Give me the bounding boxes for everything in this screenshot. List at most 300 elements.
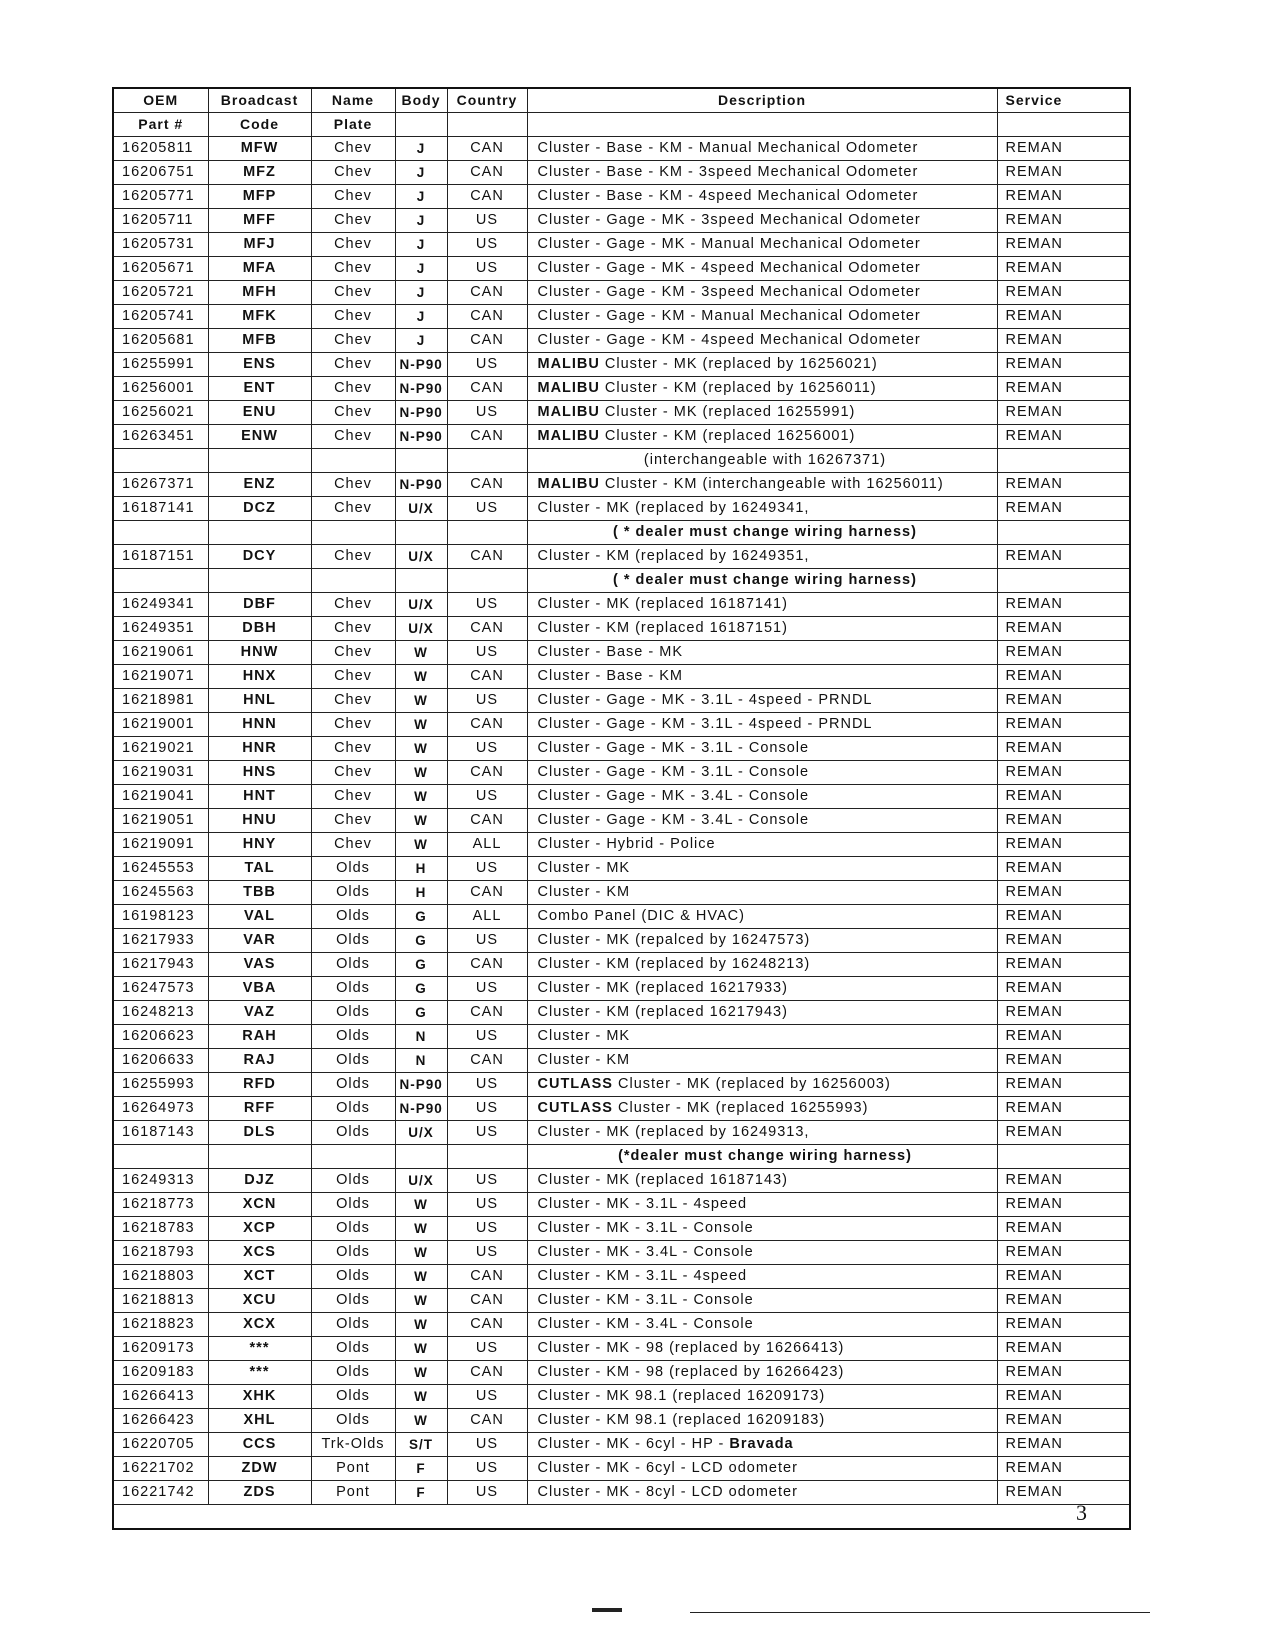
description-text: Cluster - KM - 98 (replaced by 16266423): [537, 1364, 845, 1380]
cell-broadcast-code: MFW: [208, 137, 311, 161]
cell-name-plate: Olds: [311, 1121, 395, 1145]
cell-name-plate: [311, 1145, 395, 1169]
table-row: [114, 1289, 1129, 1313]
cell-service: REMAN: [997, 1193, 1129, 1217]
cell-broadcast-code: XCP: [208, 1217, 311, 1241]
table-row: [114, 1025, 1129, 1049]
cell-service: [997, 1145, 1129, 1169]
cell-description: [527, 329, 997, 353]
cell-broadcast-code: VAS: [208, 953, 311, 977]
cell-name-plate: Chev: [311, 137, 395, 161]
cell-broadcast-code: ZDS: [208, 1481, 311, 1505]
table-row: [114, 1337, 1129, 1361]
cell-body: G: [395, 929, 447, 953]
cell-oem-part: 16255993: [114, 1073, 208, 1097]
cell-name-plate: Chev: [311, 401, 395, 425]
model-name: MALIBU: [537, 404, 600, 420]
description-text: Cluster - MK (repalced by 16247573): [537, 932, 811, 948]
cell-name-plate: Chev: [311, 833, 395, 857]
cell-service: REMAN: [997, 1481, 1129, 1505]
header-row-1: [114, 89, 1129, 113]
description-text: Cluster - MK - 3.1L - 4speed: [537, 1196, 748, 1212]
model-name: MALIBU: [537, 476, 600, 492]
cell-country: US: [447, 1433, 527, 1457]
cell-broadcast-code: DCZ: [208, 497, 311, 521]
cell-country: CAN: [447, 185, 527, 209]
cell-name-plate: Olds: [311, 1001, 395, 1025]
cell-oem-part: 16218823: [114, 1313, 208, 1337]
table-row: [114, 593, 1129, 617]
table-row: [114, 1361, 1129, 1385]
cell-name-plate: Chev: [311, 305, 395, 329]
cell-broadcast-code: ZDW: [208, 1457, 311, 1481]
table-row: [114, 209, 1129, 233]
description-text: Cluster - Base - KM: [537, 668, 683, 684]
cell-broadcast-code: RFF: [208, 1097, 311, 1121]
cell-country: CAN: [447, 713, 527, 737]
cell-broadcast-code: HNL: [208, 689, 311, 713]
cell-name-plate: Chev: [311, 785, 395, 809]
cell-oem-part: 16247573: [114, 977, 208, 1001]
table-row: [114, 473, 1129, 497]
cell-name-plate: Chev: [311, 593, 395, 617]
cell-oem-part: 16205731: [114, 233, 208, 257]
description-text: Cluster - MK - 8cyl - LCD odometer: [537, 1484, 798, 1500]
cell-country: CAN: [447, 809, 527, 833]
cell-name-plate: Chev: [311, 665, 395, 689]
description-text: Cluster - MK 98.1 (replaced 16209173): [537, 1388, 826, 1404]
description-text: Cluster - Base - KM - 4speed Mechanical Odometer: [537, 188, 919, 204]
cell-name-plate: Pont: [311, 1481, 395, 1505]
model-name: MALIBU: [537, 356, 600, 372]
cell-service: REMAN: [997, 377, 1129, 401]
cell-oem-part: 16187151: [114, 545, 208, 569]
cell-description: [527, 305, 997, 329]
cell-body: N-P90: [395, 377, 447, 401]
table-row: [114, 137, 1129, 161]
cell-description: [527, 353, 997, 377]
cell-body: U/X: [395, 497, 447, 521]
cell-country: US: [447, 641, 527, 665]
cell-broadcast-code: VBA: [208, 977, 311, 1001]
cell-body: N: [395, 1049, 447, 1073]
cell-service: REMAN: [997, 1289, 1129, 1313]
table-row: [114, 1313, 1129, 1337]
model-name: MALIBU: [537, 428, 600, 444]
cell-service: REMAN: [997, 353, 1129, 377]
cell-body: W: [395, 1409, 447, 1433]
cell-oem-part: 16205721: [114, 281, 208, 305]
cell-body: F: [395, 1481, 447, 1505]
header-row-2: [114, 113, 1129, 137]
cell-oem-part: 16218803: [114, 1265, 208, 1289]
cell-country: US: [447, 977, 527, 1001]
header-name: Name: [311, 89, 395, 113]
cell-body: W: [395, 641, 447, 665]
cell-country: ALL: [447, 905, 527, 929]
cell-service: REMAN: [997, 1217, 1129, 1241]
table-row: [114, 1217, 1129, 1241]
cell-name-plate: Olds: [311, 1313, 395, 1337]
description-text: Cluster - KM - 3.1L - Console: [537, 1292, 754, 1308]
cell-body: J: [395, 281, 447, 305]
cell-name-plate: Chev: [311, 617, 395, 641]
table-row: [114, 377, 1129, 401]
cell-oem-part: 16219031: [114, 761, 208, 785]
cell-name-plate: Olds: [311, 881, 395, 905]
cell-name-plate: Olds: [311, 905, 395, 929]
cell-name-plate: Olds: [311, 953, 395, 977]
cell-description: [527, 593, 997, 617]
description-text: Cluster - MK (replaced by 16256021): [604, 356, 878, 372]
table-row: [114, 785, 1129, 809]
description-text: Cluster - Gage - MK - 4speed Mechanical Odometer: [537, 260, 921, 276]
description-text: ( * dealer must change wiring harness): [613, 524, 917, 540]
cell-description: [527, 785, 997, 809]
table-row: [114, 305, 1129, 329]
description-text: Cluster - Gage - KM - 3.4L - Console: [537, 812, 810, 828]
cell-broadcast-code: DBF: [208, 593, 311, 617]
cell-body: G: [395, 1001, 447, 1025]
table-row: [114, 857, 1129, 881]
cell-body: J: [395, 233, 447, 257]
cell-oem-part: 16219061: [114, 641, 208, 665]
cell-oem-part: 16205741: [114, 305, 208, 329]
cell-broadcast-code: HNN: [208, 713, 311, 737]
description-text: Cluster - Base - KM - 3speed Mechanical Odometer: [537, 164, 919, 180]
cell-country: US: [447, 857, 527, 881]
table-row: [114, 1097, 1129, 1121]
cell-body: J: [395, 161, 447, 185]
cell-service: REMAN: [997, 881, 1129, 905]
cell-oem-part: 16219001: [114, 713, 208, 737]
cell-country: CAN: [447, 1313, 527, 1337]
description-text: Cluster - MK - 6cyl - LCD odometer: [537, 1460, 798, 1476]
cell-service: REMAN: [997, 665, 1129, 689]
description-text: Cluster - KM 98.1 (replaced 16209183): [537, 1412, 826, 1428]
table-row: [114, 617, 1129, 641]
cell-broadcast-code: MFA: [208, 257, 311, 281]
table-row: [114, 569, 1129, 593]
cell-broadcast-code: MFZ: [208, 161, 311, 185]
cell-oem-part: 16266423: [114, 1409, 208, 1433]
cell-broadcast-code: TAL: [208, 857, 311, 881]
cell-service: REMAN: [997, 401, 1129, 425]
cell-body: W: [395, 1217, 447, 1241]
cell-oem-part: 16221702: [114, 1457, 208, 1481]
description-text: Cluster - Gage - MK - 3.1L - Console: [537, 740, 810, 756]
cell-service: REMAN: [997, 761, 1129, 785]
cell-oem-part: 16267371: [114, 473, 208, 497]
cell-description: [527, 833, 997, 857]
cell-oem-part: 16219091: [114, 833, 208, 857]
cell-country: ALL: [447, 833, 527, 857]
cell-country: US: [447, 1073, 527, 1097]
cell-broadcast-code: XCX: [208, 1313, 311, 1337]
cell-body: H: [395, 857, 447, 881]
cell-body: F: [395, 1457, 447, 1481]
cell-service: REMAN: [997, 593, 1129, 617]
cell-name-plate: Chev: [311, 257, 395, 281]
table-row: [114, 1073, 1129, 1097]
cell-broadcast-code: HNY: [208, 833, 311, 857]
cell-country: CAN: [447, 953, 527, 977]
cell-service: REMAN: [997, 617, 1129, 641]
cell-broadcast-code: MFB: [208, 329, 311, 353]
cell-description: [527, 401, 997, 425]
cell-service: REMAN: [997, 233, 1129, 257]
cell-service: REMAN: [997, 713, 1129, 737]
cell-service: [997, 569, 1129, 593]
cell-body: J: [395, 209, 447, 233]
cell-broadcast-code: DLS: [208, 1121, 311, 1145]
cell-description: [527, 953, 997, 977]
cell-description: [527, 1289, 997, 1313]
cell-body: W: [395, 689, 447, 713]
cell-oem-part: 16206751: [114, 161, 208, 185]
description-text: Cluster - MK (replaced 16187143): [537, 1172, 788, 1188]
cell-oem-part: [114, 521, 208, 545]
cell-broadcast-code: XCU: [208, 1289, 311, 1313]
cell-country: US: [447, 1481, 527, 1505]
cell-description: [527, 1361, 997, 1385]
cell-broadcast-code: DBH: [208, 617, 311, 641]
table-row: [114, 953, 1129, 977]
cell-name-plate: Olds: [311, 1361, 395, 1385]
cell-body: W: [395, 713, 447, 737]
header-oem-sub: Part #: [114, 113, 208, 137]
description-text: Cluster - Hybrid - Police: [537, 836, 716, 852]
table-row: [114, 497, 1129, 521]
cell-service: REMAN: [997, 1361, 1129, 1385]
cell-country: CAN: [447, 1265, 527, 1289]
cell-description: [527, 569, 997, 593]
cell-description: [527, 1481, 997, 1505]
cell-broadcast-code: XHK: [208, 1385, 311, 1409]
cell-description: [527, 1433, 997, 1457]
cell-broadcast-code: VAR: [208, 929, 311, 953]
cell-oem-part: 16218981: [114, 689, 208, 713]
cell-description: [527, 881, 997, 905]
cell-broadcast-code: DCY: [208, 545, 311, 569]
cell-broadcast-code: DJZ: [208, 1169, 311, 1193]
cell-broadcast-code: [208, 449, 311, 473]
description-text: Cluster - KM (replaced by 16249351,: [537, 548, 810, 564]
cell-country: US: [447, 1169, 527, 1193]
cell-country: [447, 449, 527, 473]
description-text: Cluster - MK - 3.4L - Console: [537, 1244, 754, 1260]
cell-description: [527, 761, 997, 785]
cell-body: U/X: [395, 1121, 447, 1145]
cell-service: REMAN: [997, 497, 1129, 521]
description-text: Cluster - KM: [537, 884, 631, 900]
cell-name-plate: Pont: [311, 1457, 395, 1481]
cell-body: W: [395, 1337, 447, 1361]
cell-description: [527, 425, 997, 449]
cell-description: [527, 1265, 997, 1289]
description-text: Cluster - MK: [537, 860, 631, 876]
cell-country: CAN: [447, 473, 527, 497]
description-text: ( * dealer must change wiring harness): [613, 572, 917, 588]
cell-name-plate: Chev: [311, 209, 395, 233]
cell-description: [527, 185, 997, 209]
cell-name-plate: Olds: [311, 977, 395, 1001]
cell-country: CAN: [447, 665, 527, 689]
table-row: [114, 689, 1129, 713]
cell-body: [395, 521, 447, 545]
description-text: Cluster - KM (replaced by 16256011): [604, 380, 877, 396]
cell-oem-part: 16264973: [114, 1097, 208, 1121]
cell-service: REMAN: [997, 1433, 1129, 1457]
description-text: (interchangeable with 16267371): [643, 452, 887, 468]
table-row: [114, 761, 1129, 785]
cell-country: CAN: [447, 329, 527, 353]
cell-oem-part: [114, 569, 208, 593]
description-text: Cluster - Gage - MK - 3speed Mechanical Odometer: [537, 212, 921, 228]
cell-description: [527, 713, 997, 737]
cell-body: G: [395, 953, 447, 977]
table-row: [114, 1409, 1129, 1433]
cell-oem-part: 16245553: [114, 857, 208, 881]
cell-service: REMAN: [997, 257, 1129, 281]
header-code-sub: Code: [208, 113, 311, 137]
cell-body: W: [395, 737, 447, 761]
model-name: MALIBU: [537, 380, 600, 396]
description-text: Cluster - MK (replaced by 16249313,: [537, 1124, 810, 1140]
table-row: [114, 1001, 1129, 1025]
cell-oem-part: 16266413: [114, 1385, 208, 1409]
table-header: [114, 89, 1129, 137]
cell-broadcast-code: ENU: [208, 401, 311, 425]
header-country-sub: [447, 113, 527, 137]
cell-country: CAN: [447, 617, 527, 641]
cell-country: US: [447, 1121, 527, 1145]
header-body-sub: [395, 113, 447, 137]
cell-broadcast-code: ENS: [208, 353, 311, 377]
cell-country: CAN: [447, 545, 527, 569]
cell-broadcast-code: RAJ: [208, 1049, 311, 1073]
cell-body: W: [395, 665, 447, 689]
cell-country: US: [447, 1241, 527, 1265]
cell-body: [395, 1145, 447, 1169]
cell-description: [527, 1337, 997, 1361]
table-row: [114, 641, 1129, 665]
cell-service: REMAN: [997, 785, 1129, 809]
cell-description: [527, 473, 997, 497]
cell-service: [997, 449, 1129, 473]
cell-oem-part: 16205671: [114, 257, 208, 281]
cell-oem-part: 16205711: [114, 209, 208, 233]
cell-broadcast-code: MFH: [208, 281, 311, 305]
cell-country: US: [447, 257, 527, 281]
cell-service: REMAN: [997, 953, 1129, 977]
parts-table-frame: [112, 87, 1131, 1530]
cell-body: N-P90: [395, 1073, 447, 1097]
cell-service: REMAN: [997, 1313, 1129, 1337]
cell-name-plate: Olds: [311, 1241, 395, 1265]
cell-service: REMAN: [997, 209, 1129, 233]
cell-service: REMAN: [997, 1049, 1129, 1073]
cell-service: REMAN: [997, 305, 1129, 329]
cell-body: J: [395, 185, 447, 209]
cell-oem-part: 16249313: [114, 1169, 208, 1193]
cell-country: [447, 521, 527, 545]
table-row: [114, 833, 1129, 857]
cell-country: US: [447, 785, 527, 809]
header-name-sub: Plate: [311, 113, 395, 137]
cell-description: [527, 641, 997, 665]
cell-description: [527, 1241, 997, 1265]
cell-country: US: [447, 1217, 527, 1241]
cell-name-plate: Olds: [311, 1097, 395, 1121]
cell-service: REMAN: [997, 1265, 1129, 1289]
footer-mark: [592, 1608, 622, 1612]
cell-name-plate: Olds: [311, 1289, 395, 1313]
cell-name-plate: [311, 521, 395, 545]
cell-service: REMAN: [997, 641, 1129, 665]
cell-oem-part: 16187143: [114, 1121, 208, 1145]
cell-description: [527, 929, 997, 953]
cell-name-plate: Chev: [311, 713, 395, 737]
table-row: [114, 1457, 1129, 1481]
cell-oem-part: 16219051: [114, 809, 208, 833]
table-row: [114, 713, 1129, 737]
cell-service: REMAN: [997, 161, 1129, 185]
cell-broadcast-code: HNX: [208, 665, 311, 689]
cell-country: US: [447, 1097, 527, 1121]
cell-body: W: [395, 1265, 447, 1289]
cell-description: [527, 1457, 997, 1481]
table-body: [114, 137, 1129, 1505]
cell-name-plate: [311, 449, 395, 473]
cell-oem-part: 16198123: [114, 905, 208, 929]
cell-name-plate: Olds: [311, 1217, 395, 1241]
cell-name-plate: Olds: [311, 1265, 395, 1289]
model-name: CUTLASS: [537, 1076, 613, 1092]
description-text: Cluster - MK (replaced 16255993): [618, 1100, 869, 1116]
cell-body: H: [395, 881, 447, 905]
cell-name-plate: Olds: [311, 1049, 395, 1073]
cell-body: W: [395, 1193, 447, 1217]
description-text: Cluster - KM (replaced by 16248213): [537, 956, 811, 972]
table-row: [114, 881, 1129, 905]
cell-broadcast-code: XCN: [208, 1193, 311, 1217]
cell-oem-part: 16218773: [114, 1193, 208, 1217]
cell-name-plate: Olds: [311, 1025, 395, 1049]
cell-body: W: [395, 1385, 447, 1409]
cell-body: W: [395, 1361, 447, 1385]
cell-body: N-P90: [395, 425, 447, 449]
cell-service: REMAN: [997, 1169, 1129, 1193]
description-text: Cluster - KM: [537, 1052, 631, 1068]
cell-oem-part: 16209183: [114, 1361, 208, 1385]
cell-body: G: [395, 977, 447, 1001]
cell-body: W: [395, 833, 447, 857]
cell-country: US: [447, 353, 527, 377]
cell-broadcast-code: HNR: [208, 737, 311, 761]
cell-name-plate: Olds: [311, 929, 395, 953]
cell-oem-part: 16218783: [114, 1217, 208, 1241]
description-text: Cluster - KM (replaced 16217943): [537, 1004, 788, 1020]
cell-description: [527, 233, 997, 257]
cell-broadcast-code: HNT: [208, 785, 311, 809]
cell-description: [527, 257, 997, 281]
cell-oem-part: 16206633: [114, 1049, 208, 1073]
cell-broadcast-code: [208, 521, 311, 545]
cell-service: REMAN: [997, 905, 1129, 929]
cell-country: CAN: [447, 761, 527, 785]
table-row: [114, 1265, 1129, 1289]
